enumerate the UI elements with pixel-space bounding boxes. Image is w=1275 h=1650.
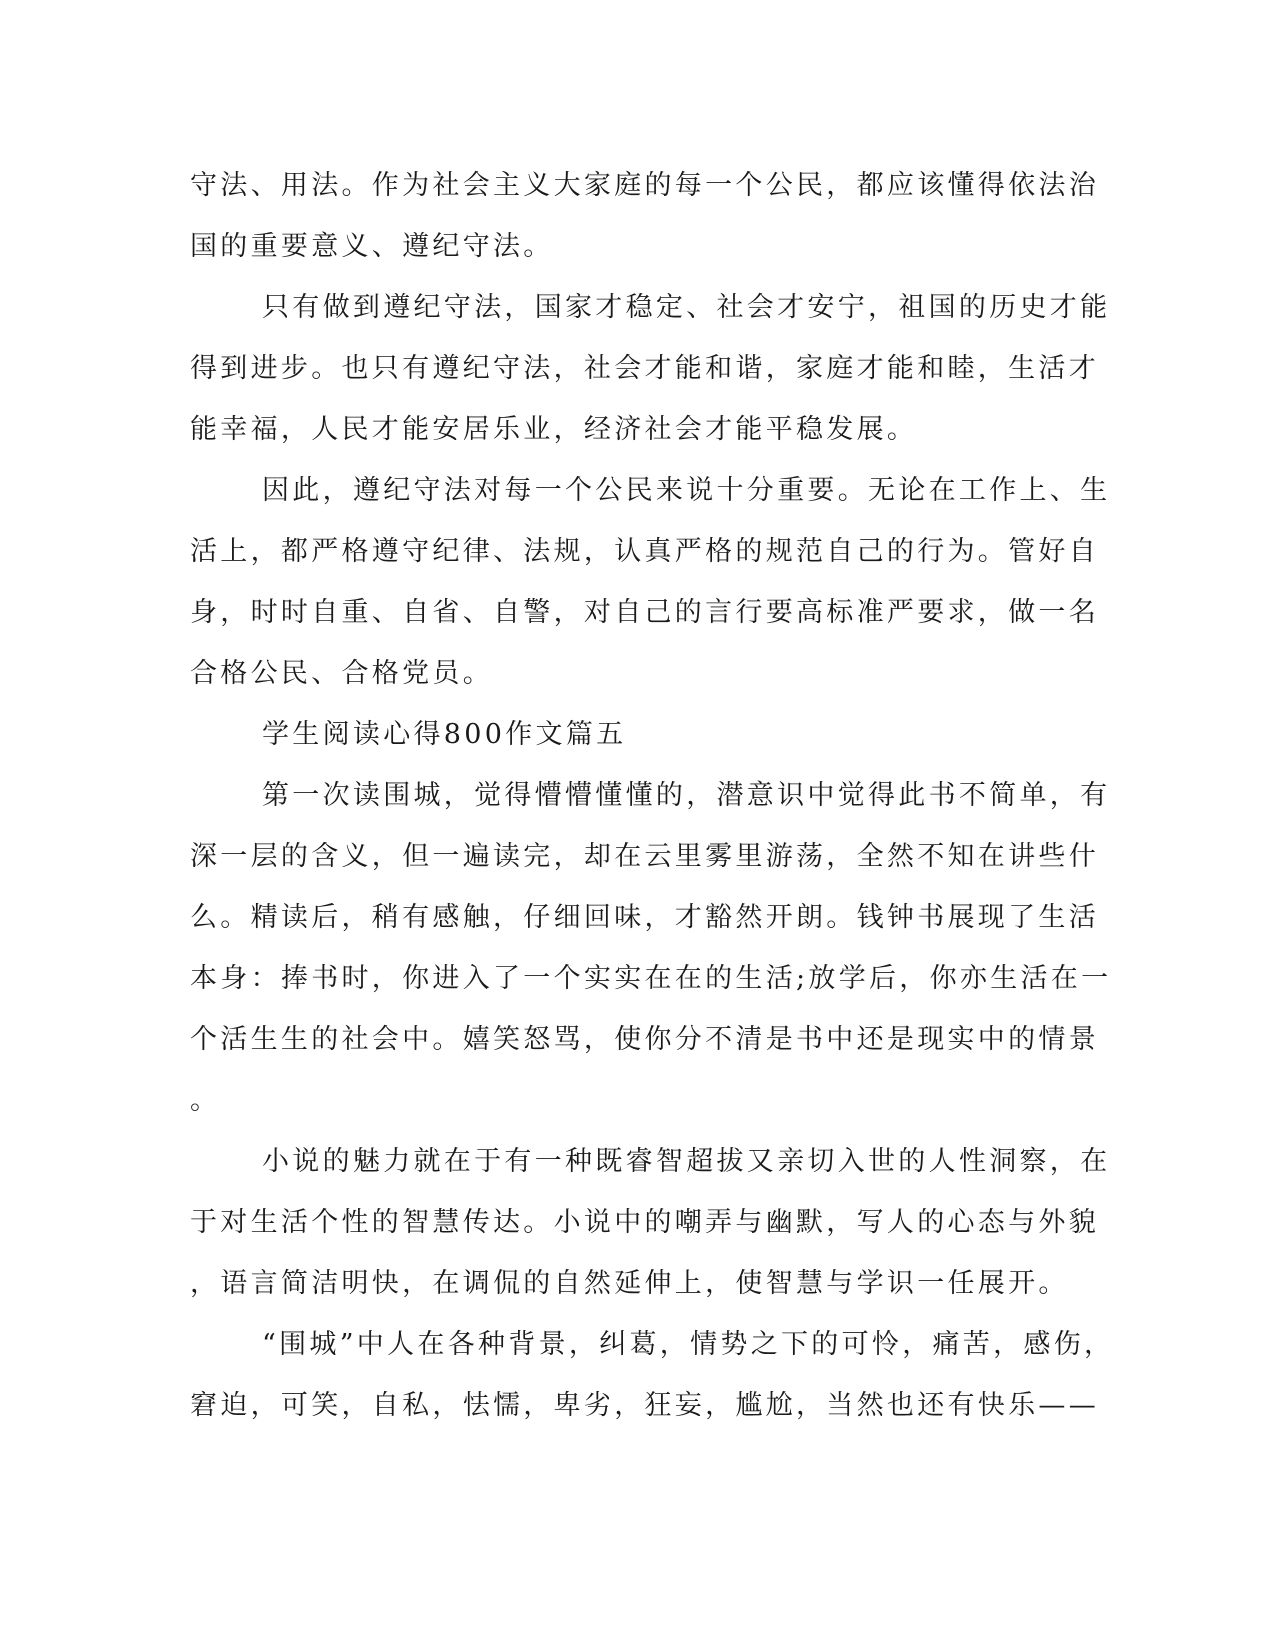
text-line: 因此，遵纪守法对每一个公民来说十分重要。无论在工作上、生 (262, 475, 1111, 506)
text-line: “围城”中人在各种背景，纠葛，情势之下的可怜，痛苦，感伤， (262, 1329, 1115, 1360)
text-line: 小说的魅力就在于有一种既睿智超拔又亲切入世的人性洞察，在 (262, 1146, 1111, 1177)
paragraph (190, 704, 1070, 765)
paragraph (190, 460, 1111, 704)
text-line: ，语言简洁明快，在调侃的自然延伸上，使智慧与学识一任展开。 (190, 1268, 1069, 1299)
paragraph (190, 155, 1099, 277)
text-line: 本身：捧书时，你进入了一个实实在在的生活;放学后，你亦生活在一 (190, 963, 1112, 994)
text-line: 深一层的含义，但一遍读完，却在云里雾里游荡，全然不知在讲些什 (190, 841, 1099, 872)
text-line: 个活生生的社会中。嬉笑怒骂，使你分不清是书中还是现实中的情景 (190, 1024, 1099, 1055)
text-line: 得到进步。也只有遵纪守法，社会才能和谐，家庭才能和睦，生活才 (190, 353, 1099, 384)
text-line: 合格公民、合格党员。 (190, 658, 493, 689)
text-line: 于对生活个性的智慧传达。小说中的嘲弄与幽默，写人的心态与外貌 (190, 1207, 1099, 1238)
text-line: 么。精读后，稍有感触，仔细回味，才豁然开朗。钱钟书展现了生活 (190, 902, 1099, 933)
text-line: 学生阅读心得800作文篇五 (262, 719, 627, 750)
paragraph (190, 1131, 1111, 1314)
text-line: 活上，都严格遵守纪律、法规，认真严格的规范自己的行为。管好自 (190, 536, 1099, 567)
text-line: 国的重要意义、遵纪守法。 (190, 231, 554, 262)
document-body (190, 155, 1115, 1436)
text-line: 守法、用法。作为社会主义大家庭的每一个公民，都应该懂得依法治 (190, 170, 1099, 201)
text-line: 只有做到遵纪守法，国家才稳定、社会才安宁，祖国的历史才能 (262, 292, 1111, 323)
paragraph (190, 277, 1111, 460)
paragraph (190, 1314, 1115, 1436)
text-line: 窘迫，可笑，自私，怯懦，卑劣，狂妄，尴尬，当然也还有快乐—— (190, 1390, 1099, 1421)
text-line: 第一次读围城，觉得懵懵懂懂的，潜意识中觉得此书不简单，有 (262, 780, 1111, 811)
text-line: 身，时时自重、自省、自警，对自己的言行要高标准严要求，做一名 (190, 597, 1099, 628)
text-line: 能幸福，人民才能安居乐业，经济社会才能平稳发展。 (190, 414, 918, 445)
text-line: 。 (190, 1085, 221, 1116)
paragraph (190, 765, 1112, 1131)
